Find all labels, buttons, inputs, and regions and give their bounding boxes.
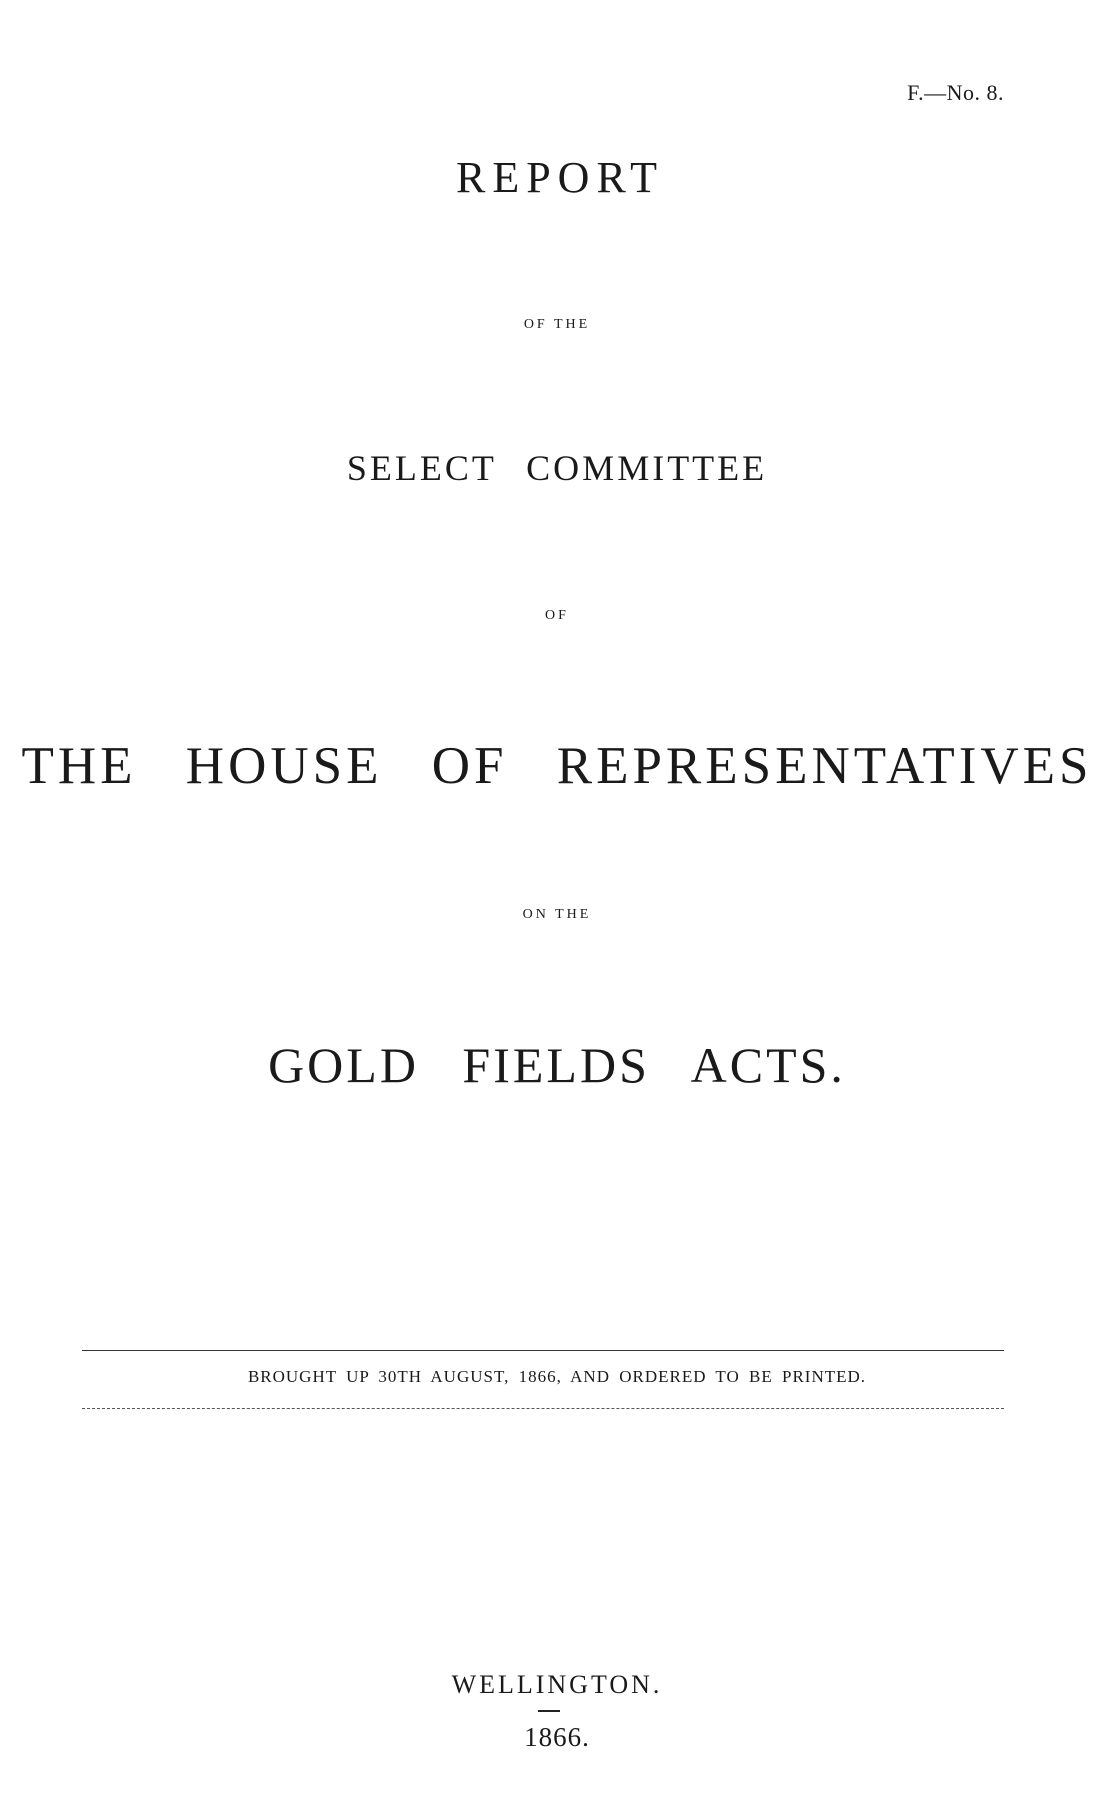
title-subject: GOLD FIELDS ACTS. bbox=[268, 1037, 846, 1093]
connector-of-the: OF THE bbox=[523, 317, 591, 332]
imprint-city: WELLINGTON. bbox=[451, 1670, 663, 1699]
connector-of: OF bbox=[545, 608, 569, 623]
imprint-dash bbox=[538, 1710, 560, 1712]
top-rule bbox=[82, 1350, 1004, 1351]
brought-up-notice: BROUGHT UP 30TH AUGUST, 1866, AND ORDERED TO BE PRINTED. bbox=[247, 1367, 867, 1386]
title-report: REPORT bbox=[455, 153, 665, 202]
bottom-rule bbox=[82, 1408, 1004, 1409]
connector-on-the: ON THE bbox=[522, 907, 592, 922]
title-select-committee: SELECT COMMITTEE bbox=[346, 448, 768, 488]
title-house-of-representatives: THE HOUSE OF REPRESENTATIVES bbox=[21, 737, 1093, 795]
document-reference: F.—No. 8. bbox=[907, 80, 1004, 105]
imprint-year: 1866. bbox=[524, 1722, 590, 1752]
